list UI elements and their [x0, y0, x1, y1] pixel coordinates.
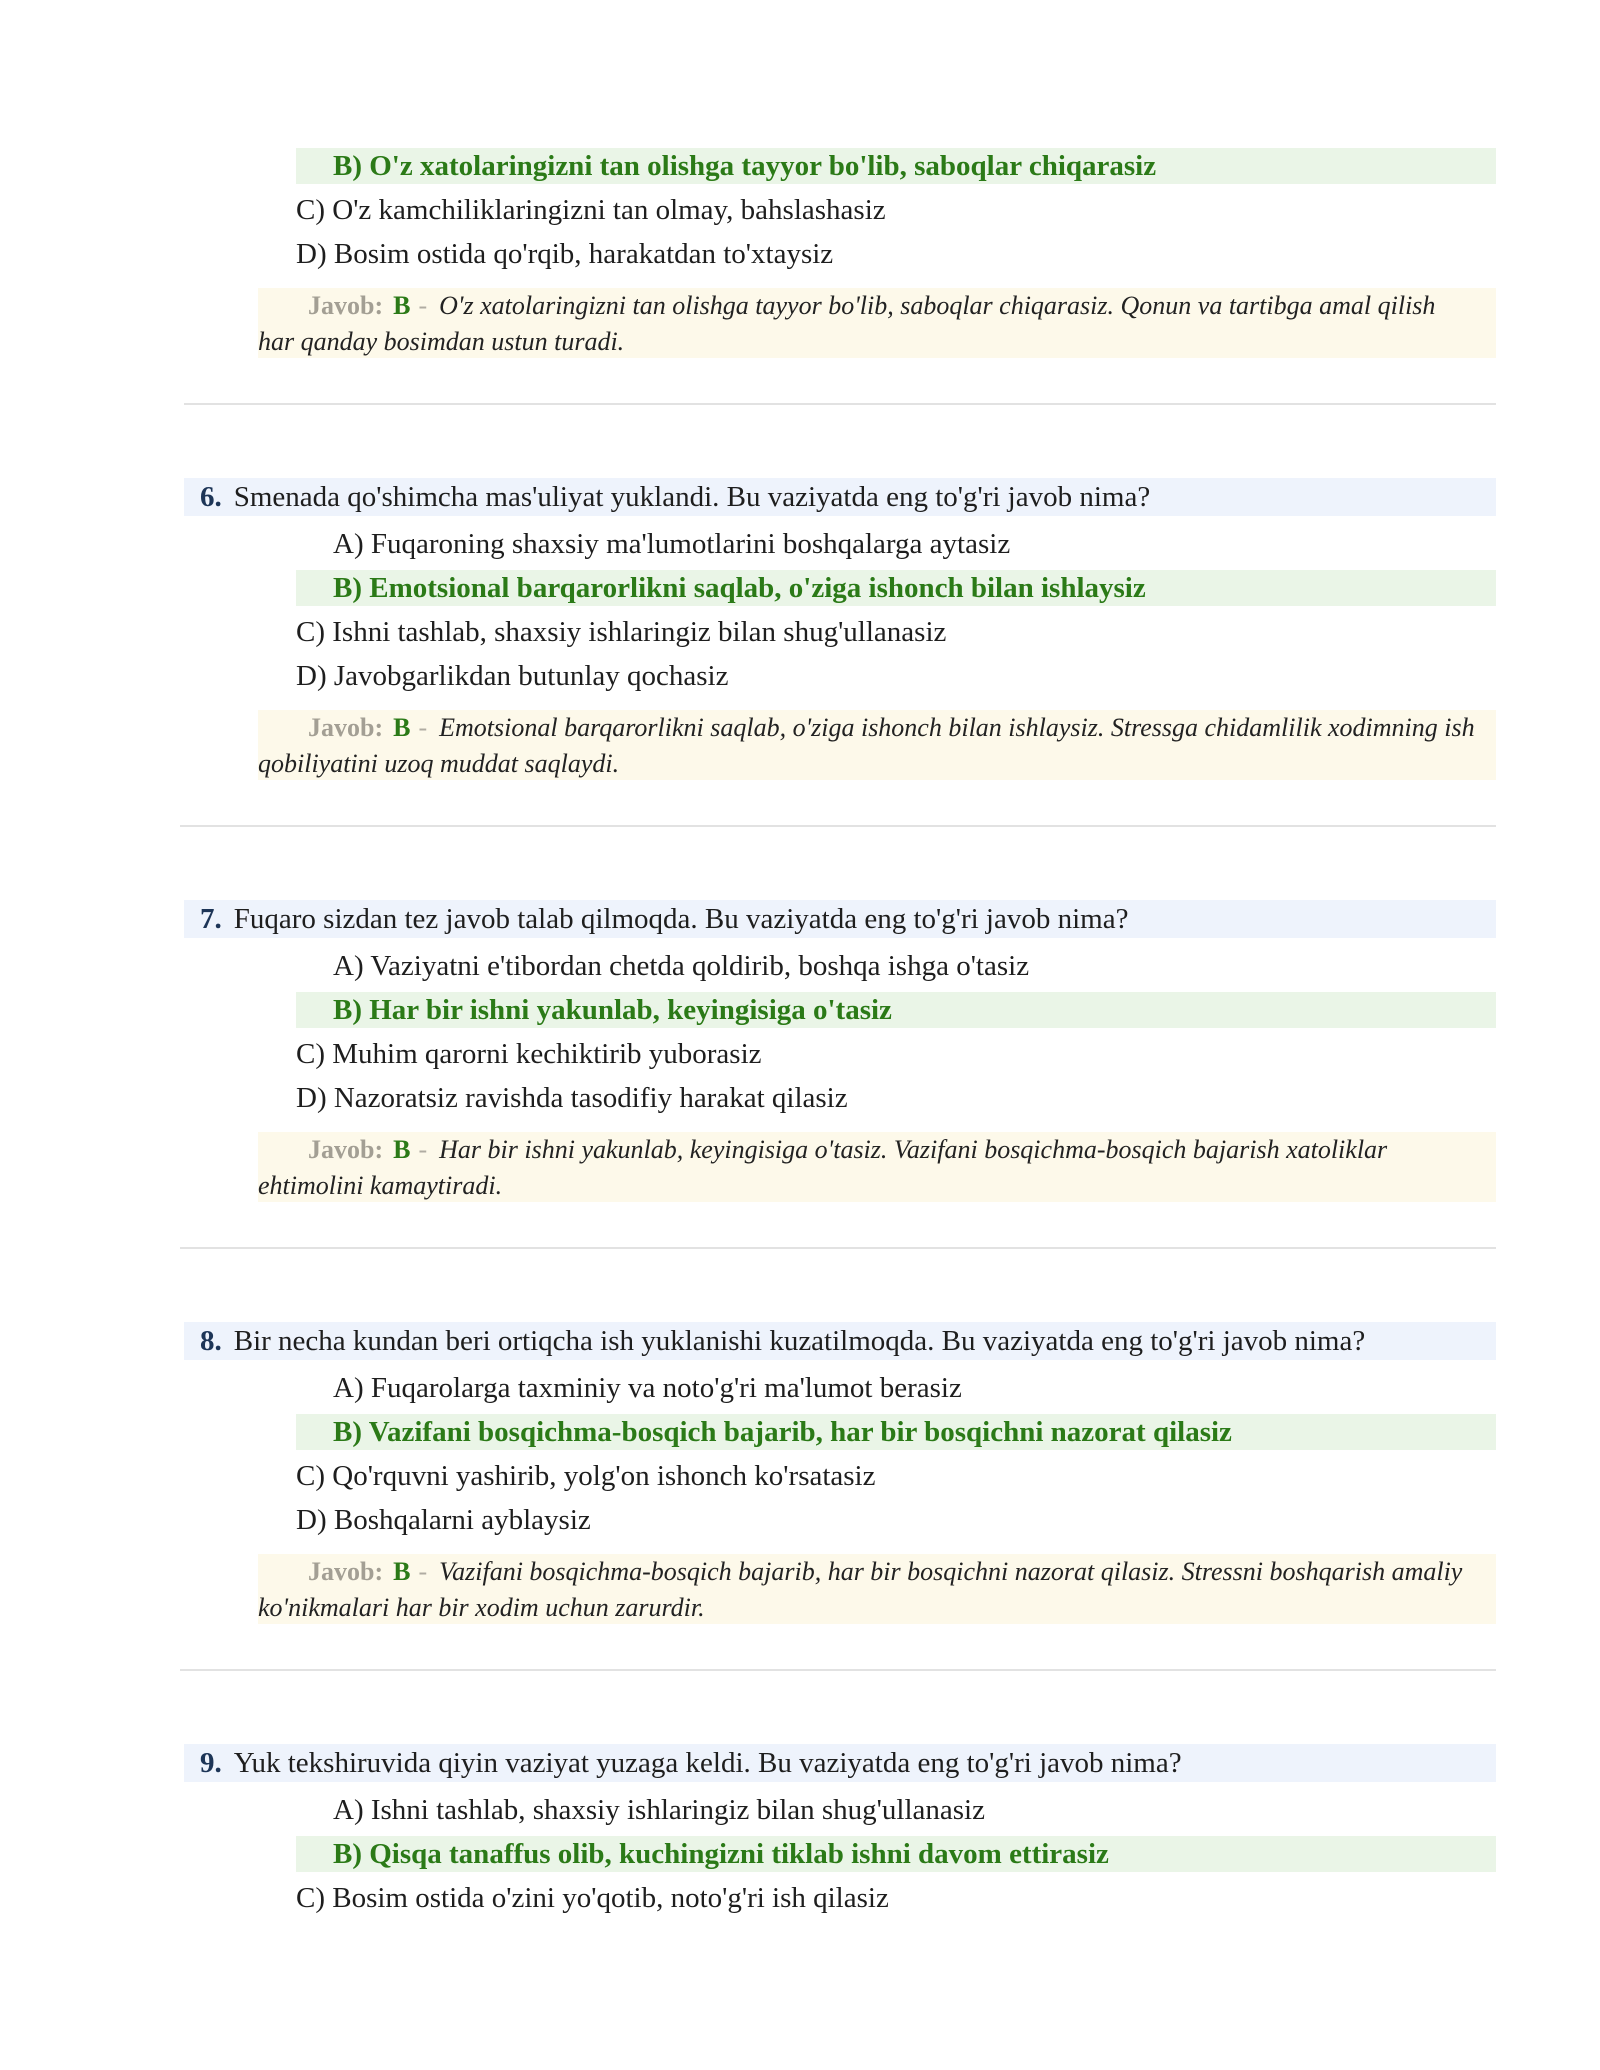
- divider: [180, 1247, 1496, 1249]
- answer-key: B: [393, 1557, 411, 1586]
- answer-dash: -: [418, 1557, 428, 1586]
- option-a: A) Vaziyatni e'tibordan chetda qoldirib, boshqa ishga o'tasiz: [333, 950, 1030, 982]
- question-text: Yuk tekshiruvida qiyin vaziyat yuzaga keldi. Bu vaziyatda eng to'g'ri javob nima?: [233, 1747, 1182, 1779]
- question-number: 6.: [200, 481, 222, 513]
- option-b-correct: B) O'z xatolaringizni tan olishga tayyor bo'lib, saboqlar chiqarasiz: [296, 148, 1496, 184]
- answer-explanation: [258, 288, 1496, 358]
- question-number: 8.: [200, 1325, 222, 1357]
- answer-dash: -: [418, 291, 428, 320]
- option-d: D) Nazoratsiz ravishda tasodifiy harakat qilasiz: [296, 1082, 848, 1114]
- answer-text: Emotsional barqarorlikni saqlab, o'ziga ishonch bilan ishlaysiz. Stressga chidamlilik xodimning ish qobiliyatini uzoq muddat saqlaydi.: [258, 713, 1475, 778]
- option-a: A) Ishni tashlab, shaxsiy ishlaringiz bilan shug'ullanasiz: [333, 1794, 985, 1826]
- answer-key: B: [393, 291, 411, 320]
- option-d: D) Javobgarlikdan butunlay qochasiz: [296, 660, 729, 692]
- option-c: C) Qo'rquvni yashirib, yolg'on ishonch ko'rsatasiz: [296, 1460, 876, 1492]
- answer-explanation: [258, 1132, 1496, 1202]
- option-a: A) Fuqarolarga taxminiy va noto'g'ri ma'lumot berasiz: [333, 1372, 962, 1404]
- question-9: [184, 1744, 1496, 1782]
- option-d: D) Boshqalarni ayblaysiz: [296, 1504, 591, 1536]
- answer-dash: -: [418, 1135, 428, 1164]
- option-b-correct: B) Har bir ishni yakunlab, keyingisiga o'tasiz: [296, 992, 1496, 1028]
- option-b-correct: B) Vazifani bosqichma-bosqich bajarib, har bir bosqichni nazorat qilasiz: [296, 1414, 1496, 1450]
- option-c: C) Muhim qarorni kechiktirib yuborasiz: [296, 1038, 762, 1070]
- option-a: A) Fuqaroning shaxsiy ma'lumotlarini boshqalarga aytasiz: [333, 528, 1011, 560]
- question-6: [184, 478, 1496, 516]
- divider: [180, 825, 1496, 827]
- answer-dash: -: [418, 713, 428, 742]
- answer-text: Har bir ishni yakunlab, keyingisiga o'tasiz. Vazifani bosqichma-bosqich bajarish xatoliklar ehtimolini kamaytiradi.: [258, 1135, 1388, 1200]
- divider: [184, 403, 1496, 405]
- option-b-correct: B) Emotsional barqarorlikni saqlab, o'ziga ishonch bilan ishlaysiz: [296, 570, 1496, 606]
- question-7: [184, 900, 1496, 938]
- answer-text: Vazifani bosqichma-bosqich bajarib, har bir bosqichni nazorat qilasiz. Stressni boshqarish amaliy ko'nikmalari har bir xodim uchun zarurdir.: [258, 1557, 1463, 1622]
- answer-explanation: [258, 1554, 1496, 1624]
- question-text: Bir necha kundan beri ortiqcha ish yuklanishi kuzatilmoqda. Bu vaziyatda eng to'g'ri javob nima?: [233, 1325, 1366, 1357]
- answer-label: Javob:: [308, 291, 384, 320]
- option-c: C) Ishni tashlab, shaxsiy ishlaringiz bilan shug'ullanasiz: [296, 616, 947, 648]
- option-b-correct: B) Qisqa tanaffus olib, kuchingizni tiklab ishni davom ettirasiz: [296, 1836, 1496, 1872]
- answer-label: Javob:: [308, 713, 384, 742]
- answer-key: B: [393, 1135, 411, 1164]
- answer-key: B: [393, 713, 411, 742]
- question-number: 9.: [200, 1747, 222, 1779]
- answer-label: Javob:: [308, 1557, 384, 1586]
- divider: [180, 1669, 1496, 1671]
- option-c: C) O'z kamchiliklaringizni tan olmay, bahslashasiz: [296, 194, 886, 226]
- option-c: C) Bosim ostida o'zini yo'qotib, noto'g'ri ish qilasiz: [296, 1882, 889, 1914]
- answer-explanation: [258, 710, 1496, 780]
- question-text: Fuqaro sizdan tez javob talab qilmoqda. Bu vaziyatda eng to'g'ri javob nima?: [233, 903, 1129, 935]
- option-d: D) Bosim ostida qo'rqib, harakatdan to'xtaysiz: [296, 238, 834, 270]
- question-text: Smenada qo'shimcha mas'uliyat yuklandi. Bu vaziyatda eng to'g'ri javob nima?: [233, 481, 1151, 513]
- question-8: [184, 1322, 1496, 1360]
- answer-text: O'z xatolaringizni tan olishga tayyor bo'lib, saboqlar chiqarasiz. Qonun va tartibga amal qilish har qanday bosimdan ustun turadi.: [258, 291, 1436, 356]
- question-number: 7.: [200, 903, 222, 935]
- answer-label: Javob:: [308, 1135, 384, 1164]
